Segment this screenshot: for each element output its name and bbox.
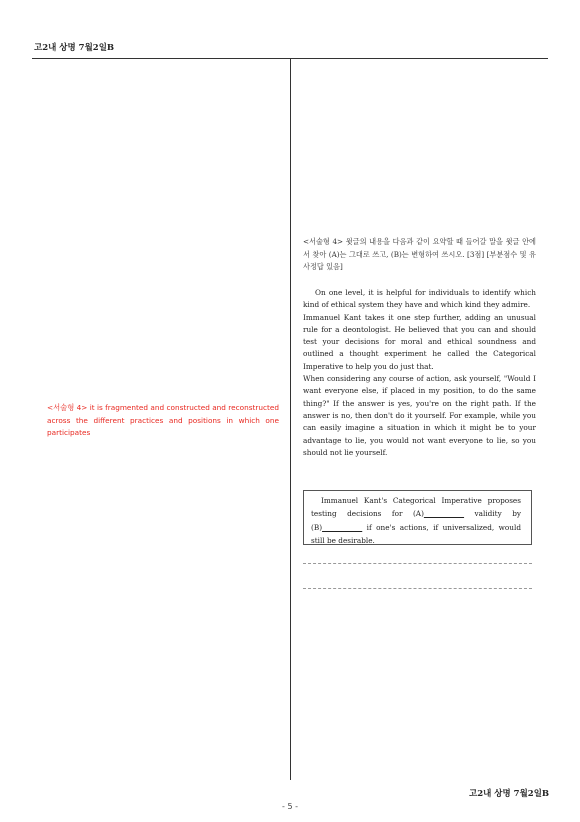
reading-passage (303, 287, 536, 459)
answer-line-2 (303, 588, 532, 589)
summary-text-2: validity by (B) (311, 509, 521, 532)
page-number: - 5 - (282, 802, 298, 811)
passage-paragraph-3: When considering any course of action, ask yourself, "Would I want everyone else, if placed in my position, to do the same thing?" If the answer is yes, you're on the right path. If the answer is no, then don't do it yourself. For example, while you can easily imagine a situation in which it might be to your advantage to lie, you would not want everyone to lie, so you should not lie yourself. (303, 374, 536, 457)
passage-paragraph-2: Immanuel Kant takes it one step further, adding an unusual rule for a deontologist. He believed that you can and should test your decisions for moral and ethical soundness and outlined a thought experiment he called the Categorical Imperative to help you do just that. (303, 312, 536, 371)
blank-a: ___________ (423, 509, 465, 519)
header-title: 고2내 상명 7월2일B (34, 43, 115, 53)
passage-paragraph-1: On one level, it is helpful for individuals to identify which kind of ethical system they have and which kind they admire. (303, 288, 536, 310)
summary-box (303, 490, 532, 545)
blank-b: ___________ (322, 522, 363, 532)
column-divider (290, 58, 291, 780)
summary-text-3: if one's actions, if universalized, would still be desirable. (311, 522, 521, 546)
answer-line-1 (303, 563, 532, 564)
summary-text-1: Immanuel Kant's Categorical Imperative proposes testing decisions for (A) (311, 496, 521, 519)
question-prompt: <서술형 4> 윗글의 내용을 다음과 같이 요약할 때 들어갈 말을 윗글 안에서 찾아 (A)는 그대로 쓰고, (B)는 변형하여 쓰시오. [3점] [부분점수 및 유사정답 있음] (303, 237, 536, 271)
footer-title: 고2내 상명 7월2일B (469, 789, 550, 799)
answer-note: <서술형 4> it is fragmented and constructed and reconstructed across the different practices and positions in which one participates (47, 403, 279, 437)
